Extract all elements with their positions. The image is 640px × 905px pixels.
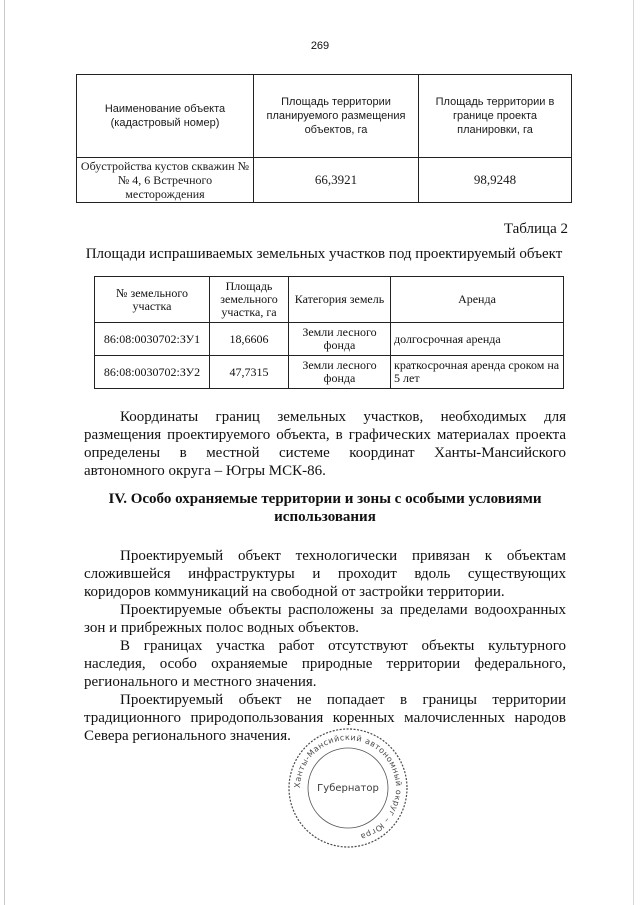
table-cell: 66,3921 (254, 158, 419, 203)
page-number: 269 (310, 40, 330, 52)
table-cell: Земли лесного фонда (289, 323, 391, 356)
table-header-cell: Категория земель (289, 277, 391, 323)
table-cell: Обустройства кустов скважин №№ 4, 6 Встречного месторождения (77, 158, 254, 203)
scan-edge-left (4, 0, 5, 905)
coordinates-paragraph: Координаты границ земельных участков, необходимых для размещения проектируемого объекта, в графических материалах проекта определены в местной системе координат Ханты-Мансийского автономного округа – Югры МСК-86. (84, 409, 566, 479)
paragraph: Проектируемые объекты расположены за пределами водоохранных зон и прибрежных полос водных объектов. (84, 602, 566, 636)
table-header-cell: Площадь территории планируемого размещения объектов, га (254, 75, 419, 158)
table-row (95, 356, 564, 389)
table-row (77, 158, 572, 203)
table-cell: Земли лесного фонда (289, 356, 391, 389)
area-table (76, 74, 572, 203)
table-title: Площади испрашиваемых земельных участков под проектируемый объект (85, 246, 563, 262)
table-header-cell: Аренда (391, 277, 564, 323)
table-row (95, 323, 564, 356)
paragraph: Проектируемый объект не попадает в границы территории традиционного природопользования коренных малочисленных народов Севера регионального значения. (84, 692, 566, 744)
table-cell: краткосрочная аренда сроком на 5 лет (391, 356, 564, 389)
table-cell: 98,9248 (419, 158, 572, 203)
scan-edge-right (633, 0, 634, 905)
stamp-center-text: Губернатор (317, 783, 379, 794)
governor-stamp (286, 726, 410, 850)
table-header-cell: Площадь территории в границе проекта планировки, га (419, 75, 572, 158)
table-cell: долгосрочная аренда (391, 323, 564, 356)
table-cell: 47,7315 (210, 356, 289, 389)
table-header-row (77, 75, 572, 158)
table-header-cell: Площадь земельного участка, га (210, 277, 289, 323)
table-cell: 86:08:0030702:ЗУ2 (95, 356, 210, 389)
stamp-ring-text: Ханты-Мансийский автономный округ – Югра (292, 732, 404, 842)
paragraph: В границах участка работ отсутствуют объекты культурного наследия, особо охраняемые природные территории федерального, регионального и местного значения. (84, 638, 566, 690)
table-cell: 18,6606 (210, 323, 289, 356)
table-header-row (95, 277, 564, 323)
paragraph: Проектируемый объект технологически привязан к объектам сложившейся инфраструктуры и проходит вдоль существующих коридоров коммуникаций на свободной от застройки территории. (84, 548, 566, 600)
table-header-cell: № земельного участка (95, 277, 210, 323)
table-header-cell: Наименование объекта (кадастровый номер) (77, 75, 254, 158)
table-cell: 86:08:0030702:ЗУ1 (95, 323, 210, 356)
land-plots-table (94, 276, 564, 389)
table-caption: Таблица 2 (503, 221, 568, 237)
section-heading: IV. Особо охраняемые территории и зоны с особыми условиями использования (108, 491, 542, 525)
